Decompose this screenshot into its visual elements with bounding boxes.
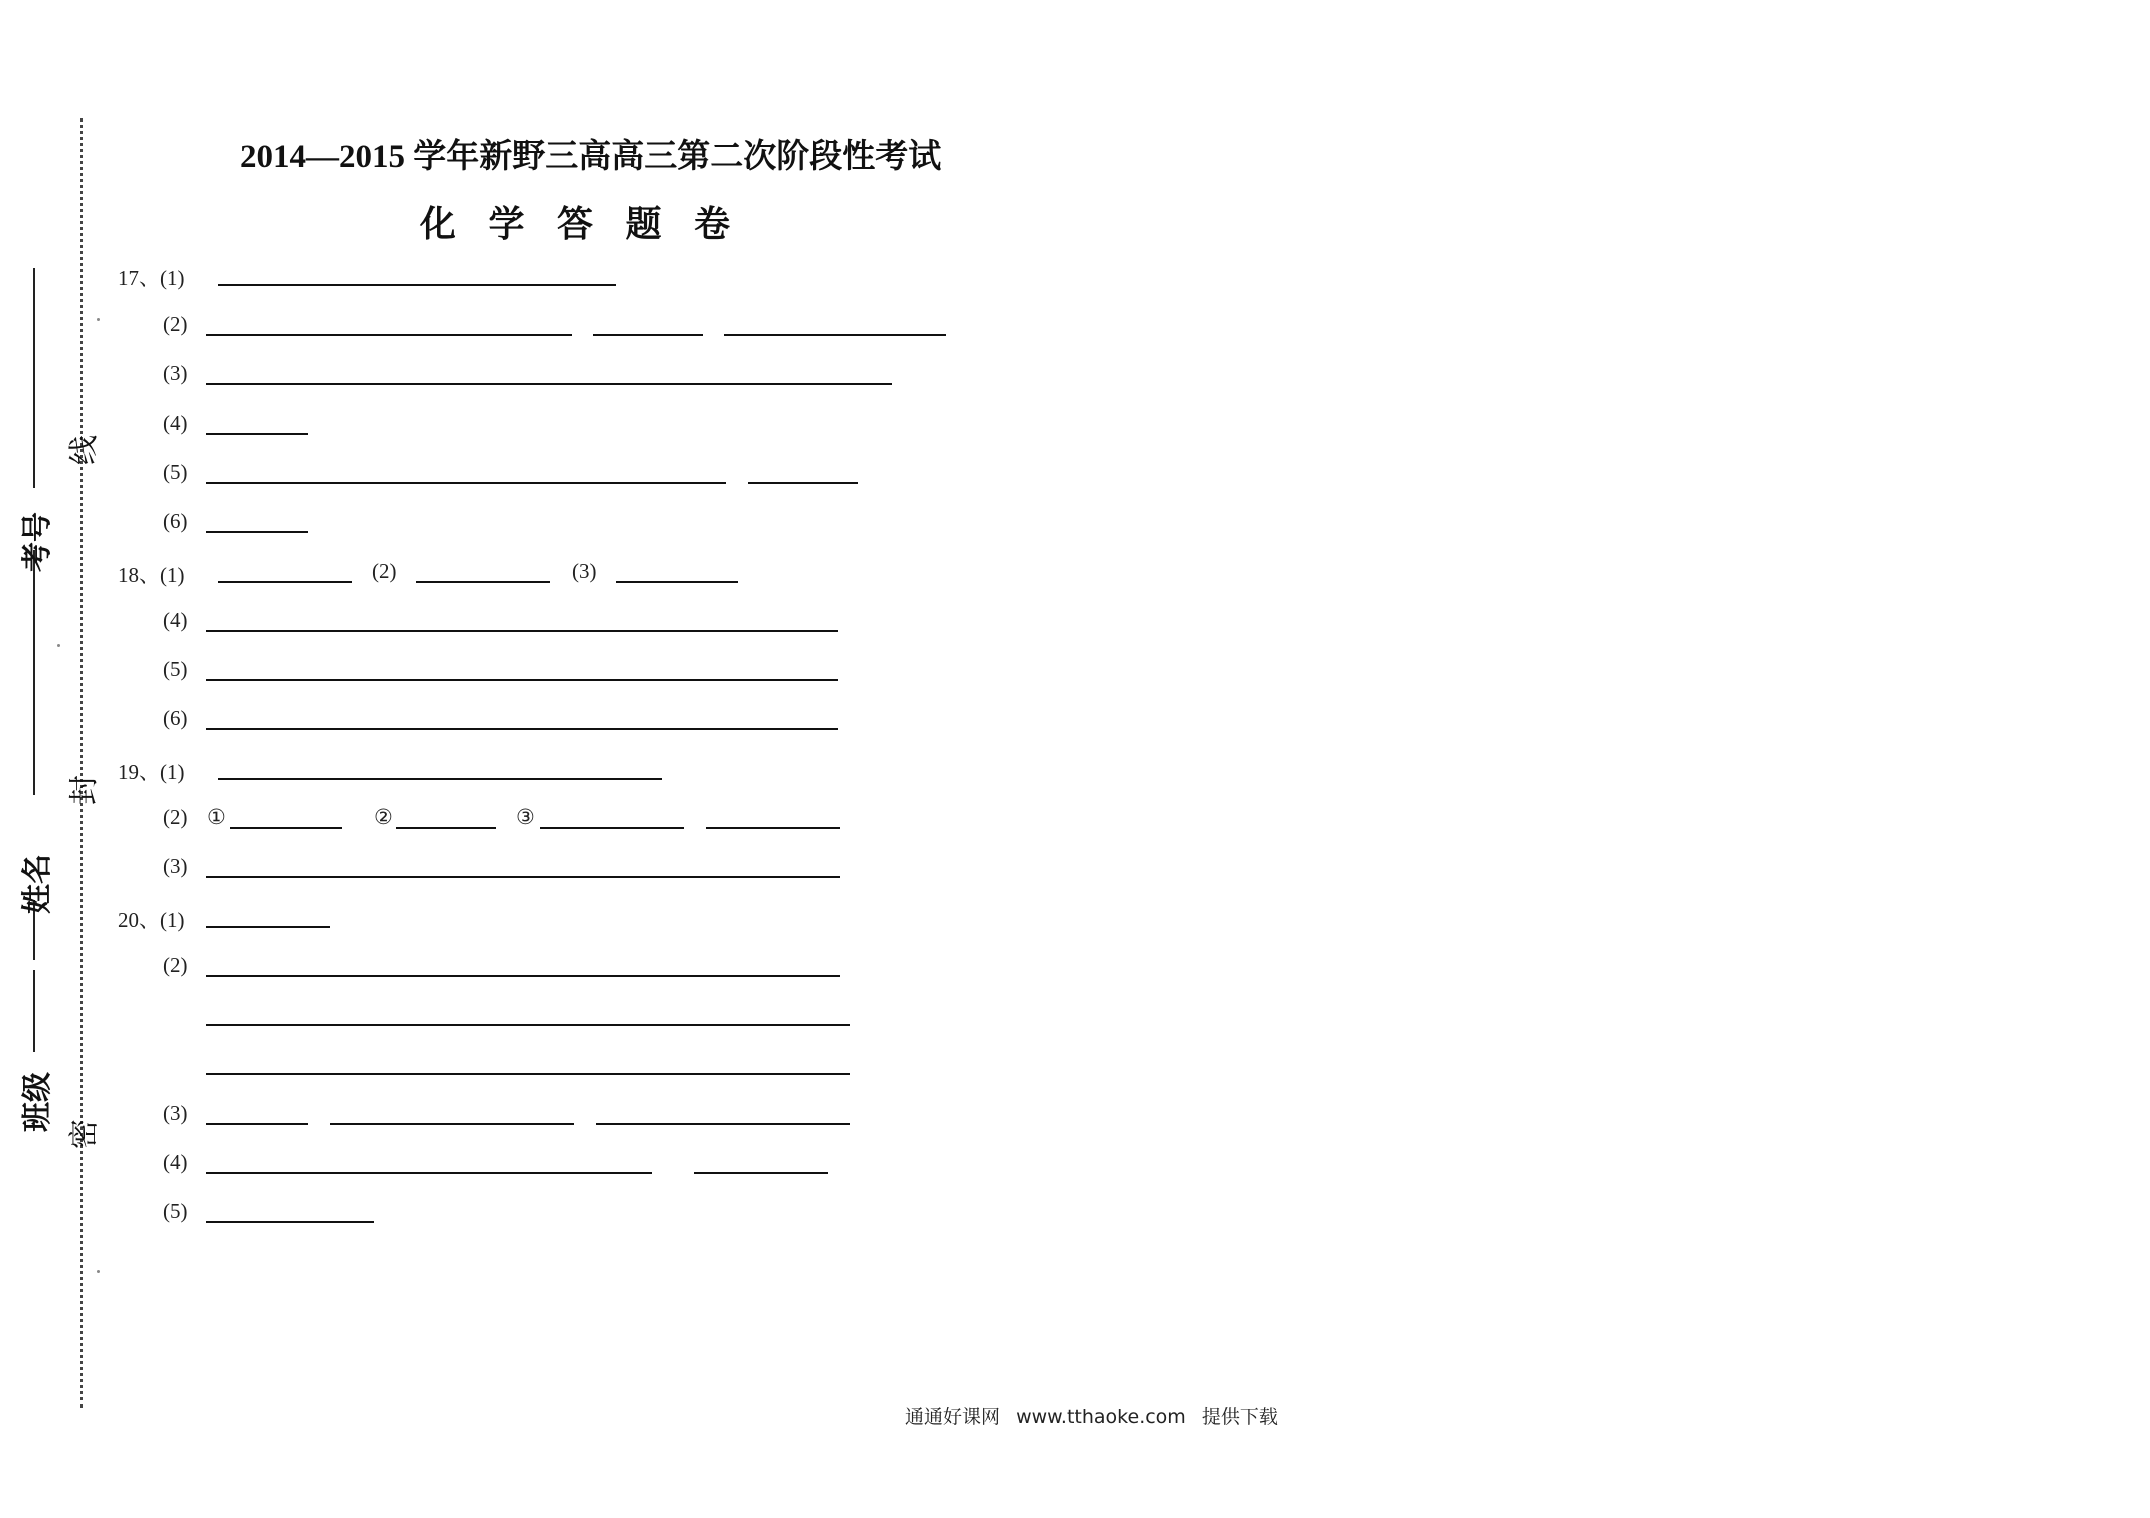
answer-blank[interactable] — [616, 581, 738, 583]
answer-blank[interactable] — [706, 827, 840, 829]
scan-speck — [97, 318, 100, 321]
answer-blank[interactable] — [724, 334, 946, 336]
scan-speck — [57, 644, 60, 647]
footer-url[interactable]: www.tthaoke.com — [1016, 1406, 1186, 1428]
q19-circle-1: ① — [207, 805, 226, 829]
q20-part-2: (2) — [163, 953, 188, 977]
class-blank — [33, 970, 35, 1052]
answer-blank[interactable] — [206, 679, 838, 681]
name-blank-upper — [33, 550, 35, 795]
q18-part-6: (6) — [163, 706, 188, 730]
answer-blank[interactable] — [206, 1172, 652, 1174]
answer-blank[interactable] — [396, 827, 496, 829]
q17-part-4: (4) — [163, 411, 188, 435]
page-title: 2014—2015 学年新野三高高三第二次阶段性考试 — [240, 139, 942, 175]
answer-blank[interactable] — [206, 482, 726, 484]
answer-blank[interactable] — [218, 581, 352, 583]
answer-blank[interactable] — [416, 581, 550, 583]
answer-blank[interactable] — [206, 630, 838, 632]
answer-blank[interactable] — [206, 876, 840, 878]
binding-dotted-line — [80, 118, 83, 1408]
answer-blank[interactable] — [748, 482, 858, 484]
answer-blank[interactable] — [206, 926, 330, 928]
exam-number-blank — [33, 268, 35, 488]
q17-label: 17、(1) — [118, 266, 185, 290]
q17-part-5: (5) — [163, 460, 188, 484]
seal-word-feng: 封 — [68, 775, 101, 805]
q17-part-6: (6) — [163, 509, 188, 533]
q18-part-3: (3) — [572, 559, 597, 583]
answer-blank[interactable] — [206, 433, 308, 435]
exam-number-label: 考号 — [21, 512, 54, 572]
q18-part-5: (5) — [163, 657, 188, 681]
answer-blank[interactable] — [206, 531, 308, 533]
q18-label: 18、(1) — [118, 563, 185, 587]
answer-blank[interactable] — [596, 1123, 850, 1125]
answer-blank[interactable] — [230, 827, 342, 829]
q19-circle-2: ② — [374, 805, 393, 829]
q18-part-4: (4) — [163, 608, 188, 632]
q19-part-3: (3) — [163, 854, 188, 878]
footer-credit — [905, 1402, 1278, 1429]
q20-part-3: (3) — [163, 1101, 188, 1125]
seal-word-mi: 密 — [68, 1119, 101, 1149]
footer-site-name: 通通好课网 — [905, 1406, 1001, 1428]
q19-part-2: (2) — [163, 805, 188, 829]
q19-circle-3: ③ — [516, 805, 535, 829]
q19-label: 19、(1) — [118, 760, 185, 784]
seal-word-xian: 线 — [68, 435, 101, 465]
answer-blank[interactable] — [206, 1221, 374, 1223]
answer-blank[interactable] — [218, 778, 662, 780]
answer-blank[interactable] — [206, 975, 840, 977]
answer-blank[interactable] — [206, 334, 572, 336]
answer-blank[interactable] — [593, 334, 703, 336]
answer-blank[interactable] — [206, 1123, 308, 1125]
answer-blank[interactable] — [206, 1073, 850, 1075]
answer-blank[interactable] — [206, 1024, 850, 1026]
q20-part-5: (5) — [163, 1199, 188, 1223]
answer-blank[interactable] — [206, 728, 838, 730]
answer-blank[interactable] — [540, 827, 684, 829]
q18-part-2: (2) — [372, 559, 397, 583]
page-subtitle: 化 学 答 题 卷 — [419, 204, 741, 245]
class-label: 班级 — [21, 1072, 54, 1132]
answer-blank[interactable] — [206, 383, 892, 385]
answer-blank[interactable] — [218, 284, 616, 286]
q20-label: 20、(1) — [118, 908, 185, 932]
scan-speck — [97, 1270, 100, 1273]
answer-blank[interactable] — [330, 1123, 574, 1125]
q17-part-3: (3) — [163, 361, 188, 385]
footer-suffix: 提供下载 — [1201, 1406, 1278, 1428]
name-label: 姓名 — [21, 854, 54, 914]
answer-blank[interactable] — [694, 1172, 828, 1174]
q17-part-2: (2) — [163, 312, 188, 336]
q20-part-4: (4) — [163, 1150, 188, 1174]
